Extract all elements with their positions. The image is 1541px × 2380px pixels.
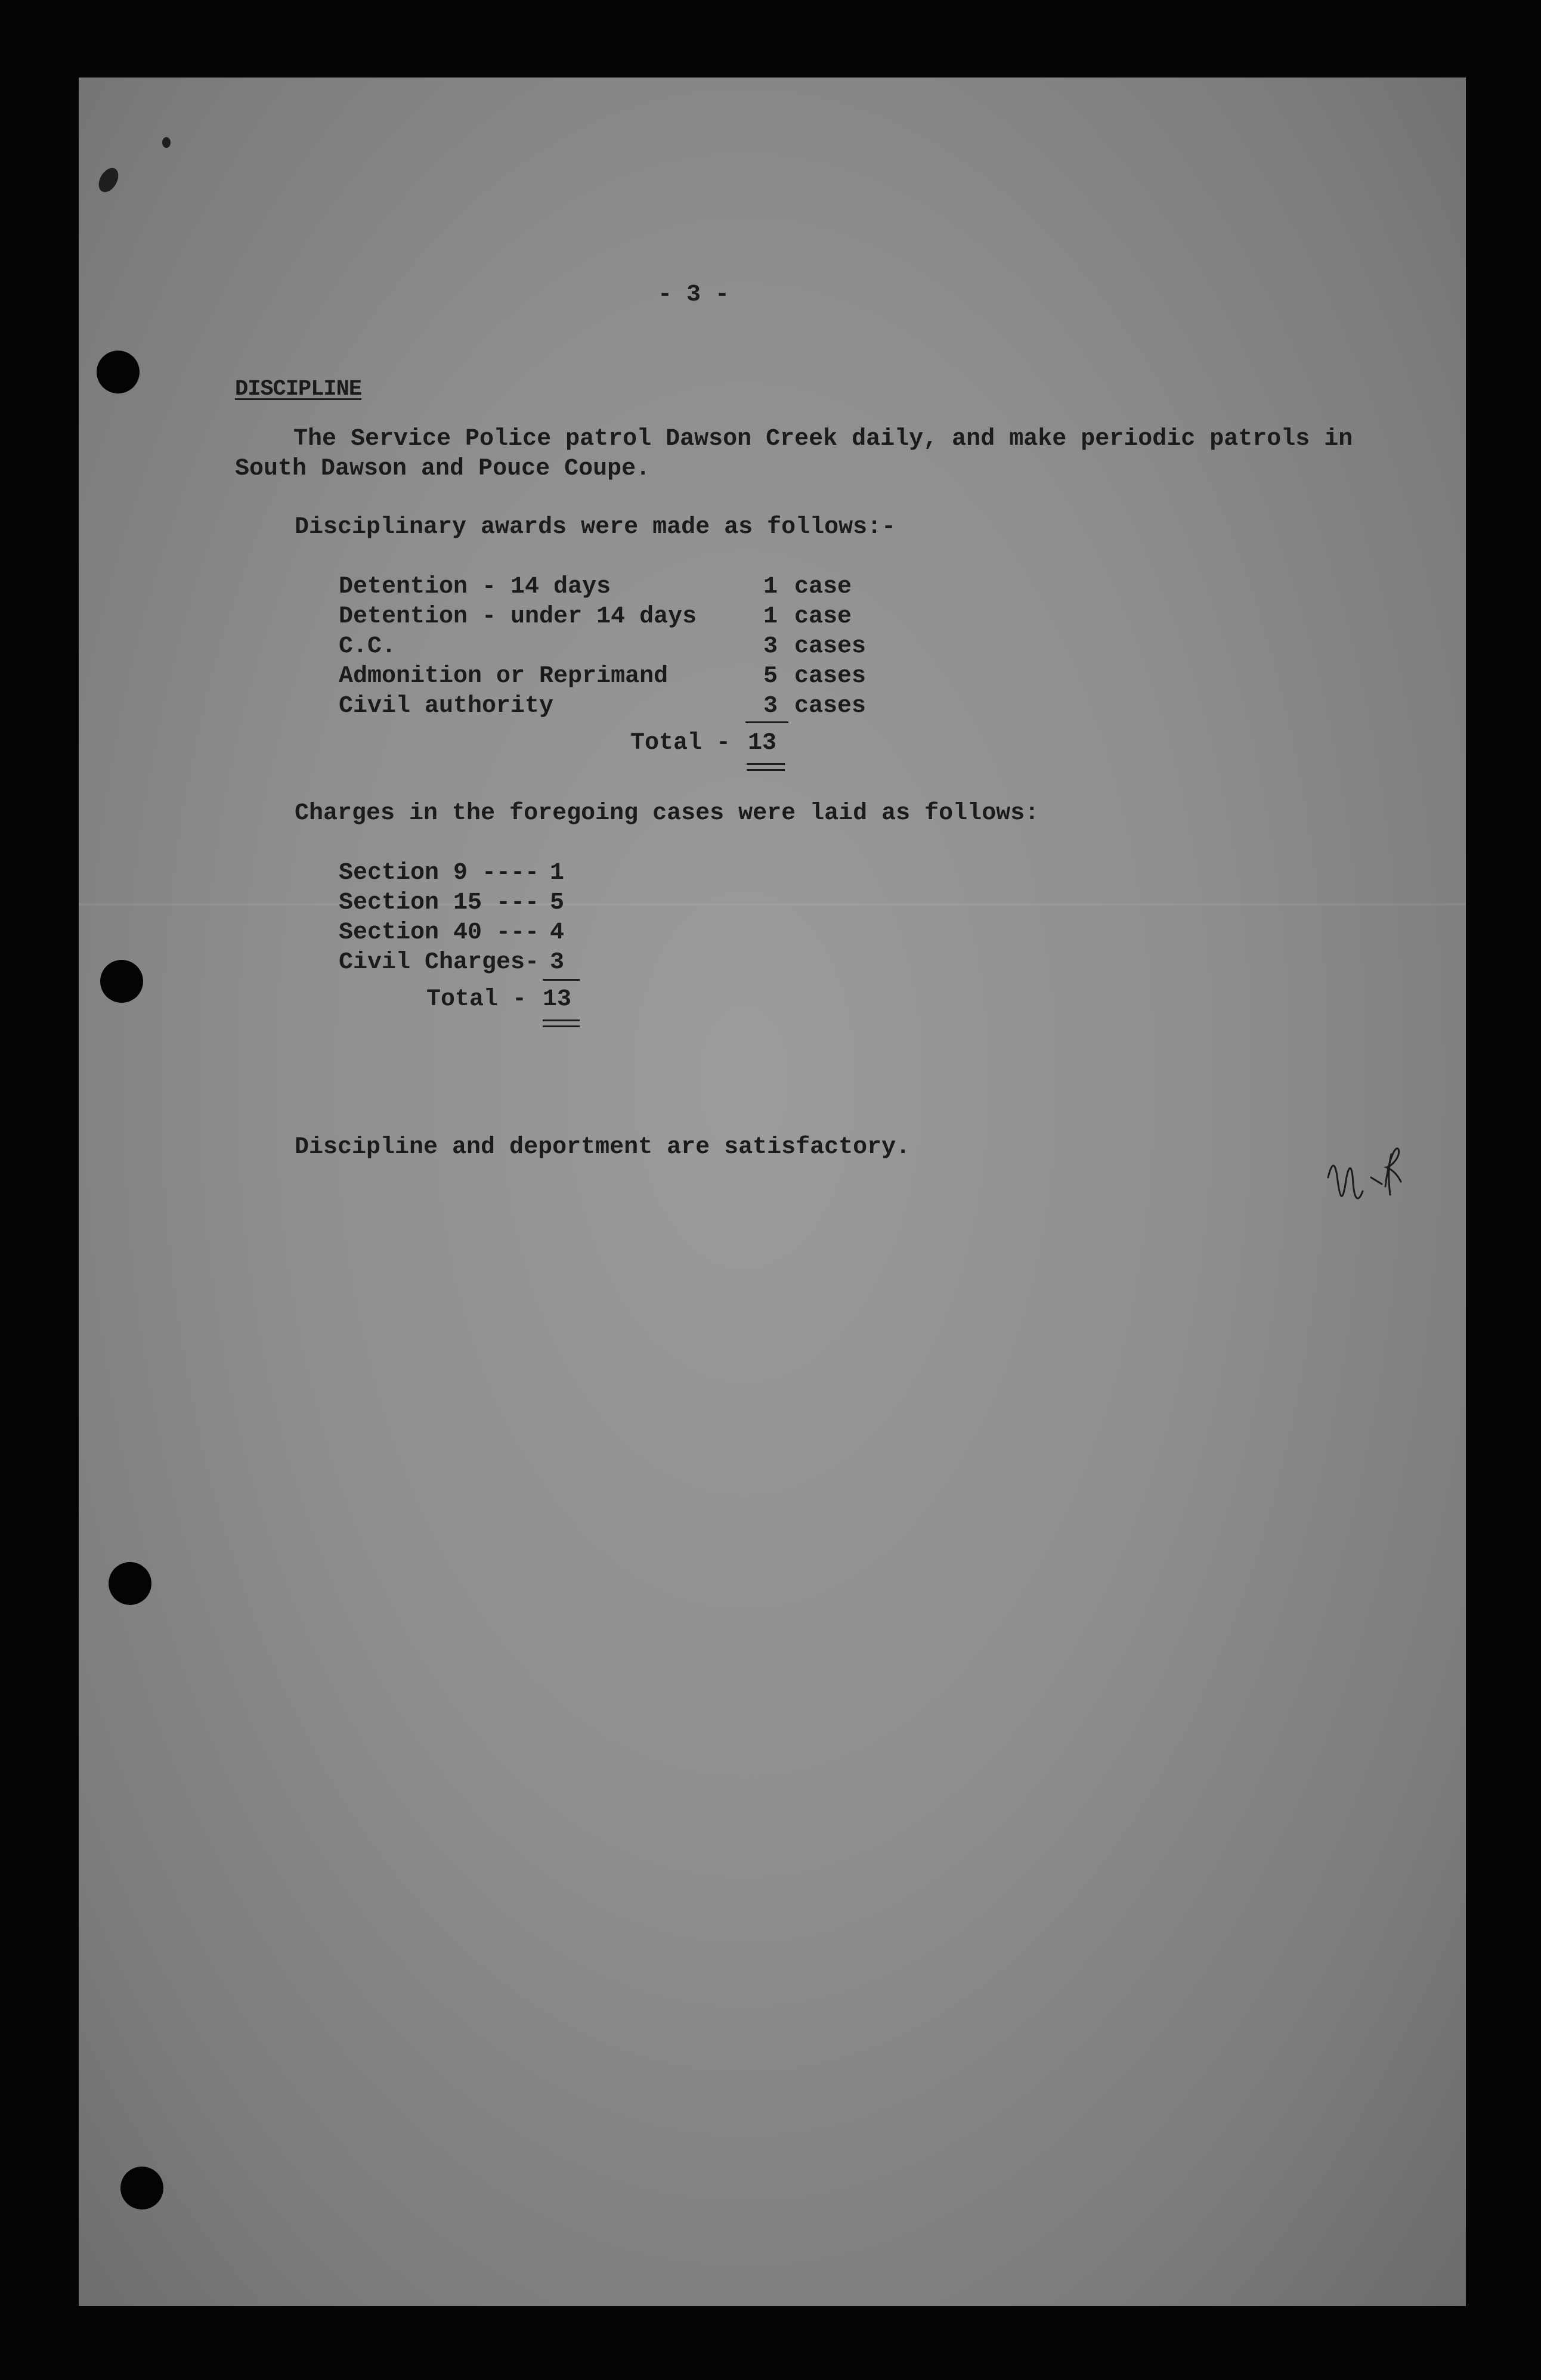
awards-total-double-rule-bottom (747, 769, 785, 771)
charges-total-label: Total - (426, 986, 527, 1013)
award-unit: cases (794, 663, 867, 690)
awards-total-value: 13 (748, 730, 777, 757)
award-count: 1 (763, 574, 778, 600)
award-unit: cases (794, 693, 867, 720)
awards-sum-rule (745, 721, 788, 723)
charge-label: Section 15 --- (339, 890, 540, 916)
punch-hole-2 (100, 960, 143, 1003)
awards-intro: Disciplinary awards were made as follows:- (295, 514, 896, 541)
award-count: 1 (763, 603, 778, 630)
award-count: 3 (763, 693, 778, 720)
punch-hole-1 (97, 351, 140, 393)
intro-paragraph-line-2: South Dawson and Pouce Coupe. (235, 455, 651, 482)
intro-paragraph-line-1: The Service Police patrol Dawson Creek daily, and make periodic patrols in (293, 426, 1353, 453)
award-label: Civil authority (339, 693, 554, 720)
charge-label: Section 9 ---- (339, 860, 540, 887)
award-unit: case (794, 603, 852, 630)
awards-total-label: Total - (630, 730, 731, 757)
charge-count: 4 (550, 919, 565, 946)
ink-blot (95, 165, 122, 196)
award-label: C.C. (339, 633, 397, 660)
award-unit: case (794, 574, 852, 600)
award-count: 3 (763, 633, 778, 660)
paper-crease (79, 903, 1466, 906)
charges-total-double-rule-bottom (543, 1025, 580, 1027)
charges-total-value: 13 (543, 986, 572, 1013)
charges-total-double-rule-top (543, 1019, 580, 1021)
charge-label: Section 40 --- (339, 919, 540, 946)
charge-count: 5 (550, 890, 565, 916)
punch-hole-3 (109, 1562, 151, 1605)
section-heading: DISCIPLINE (235, 377, 362, 402)
document-page (79, 78, 1466, 2306)
handwritten-initials (1322, 1055, 1429, 1246)
closing-statement: Discipline and deportment are satisfactory. (295, 1134, 911, 1161)
ink-speck (162, 137, 171, 148)
award-label: Detention - under 14 days (339, 603, 697, 630)
charges-intro: Charges in the foregoing cases were laid as follows: (295, 800, 1039, 827)
page-number: - 3 - (658, 281, 730, 308)
award-count: 5 (763, 663, 778, 690)
awards-total-double-rule-top (747, 763, 785, 765)
award-label: Detention - 14 days (339, 574, 611, 600)
charge-count: 3 (550, 949, 565, 976)
award-label: Admonition or Reprimand (339, 663, 669, 690)
charge-label: Civil Charges- (339, 949, 540, 976)
punch-hole-4 (120, 2167, 163, 2209)
award-unit: cases (794, 633, 867, 660)
charges-sum-rule (543, 979, 580, 981)
charge-count: 1 (550, 860, 565, 887)
